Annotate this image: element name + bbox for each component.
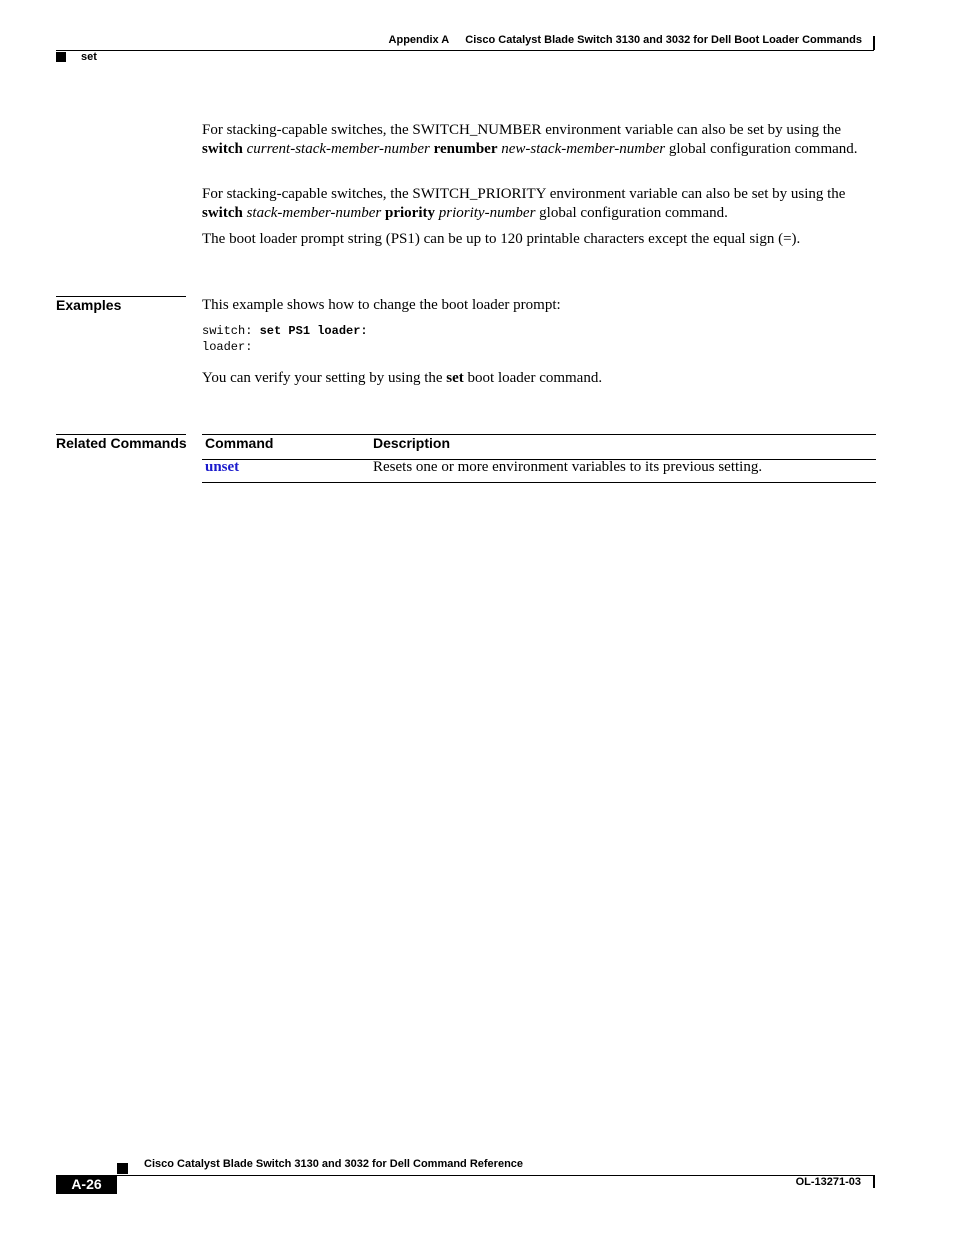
- paragraph-switch-priority: For stacking-capable switches, the SWITCH_PRIORITY environment variable can also be set by using the switch stack-member-number priority priority-number global configuration command.: [202, 186, 846, 221]
- paragraph-ps1: The boot loader prompt string (PS1) can be up to 120 printable characters except the equal sign (=).: [202, 231, 801, 247]
- related-heading: Related Commands: [56, 435, 187, 451]
- header-rule: [56, 50, 874, 51]
- examples-heading: Examples: [56, 297, 122, 313]
- table-bottom-rule: [202, 482, 876, 483]
- running-header: [389, 34, 862, 46]
- code-example: switch: set PS1 loader: loader:: [202, 324, 368, 354]
- examples-intro: This example shows how to change the boot loader prompt:: [202, 297, 561, 313]
- appendix-label: Appendix A: [388, 34, 450, 46]
- paragraph-switch-number: For stacking-capable switches, the SWITCH_NUMBER environment variable can also be set by using the switch current-stack-member-number renumber new-stack-member-number global configuration command.: [202, 122, 858, 157]
- footer-marker: [117, 1163, 128, 1174]
- footer-rule: [117, 1175, 875, 1176]
- doc-number: OL-13271-03: [795, 1176, 861, 1188]
- footer-tick: [873, 1175, 875, 1188]
- page-number: A-26: [56, 1175, 117, 1194]
- column-header-description: Description: [373, 435, 451, 451]
- table-row: [205, 459, 239, 476]
- header-marker: [56, 52, 66, 62]
- table-top-rule: [202, 434, 876, 435]
- footer-book-title: Cisco Catalyst Blade Switch 3130 and 3032 for Dell Command Reference: [144, 1158, 524, 1170]
- unset-description: Resets one or more environment variables to its previous setting.: [373, 459, 763, 475]
- unset-command-link[interactable]: unset: [205, 459, 240, 475]
- verify-text: You can verify your setting by using the set boot loader command.: [202, 370, 603, 386]
- section-name: set: [81, 51, 97, 63]
- chapter-title: Cisco Catalyst Blade Switch 3130 and 3032 for Dell Boot Loader Commands: [465, 34, 862, 46]
- column-header-command: Command: [205, 435, 274, 451]
- header-tick: [873, 36, 875, 50]
